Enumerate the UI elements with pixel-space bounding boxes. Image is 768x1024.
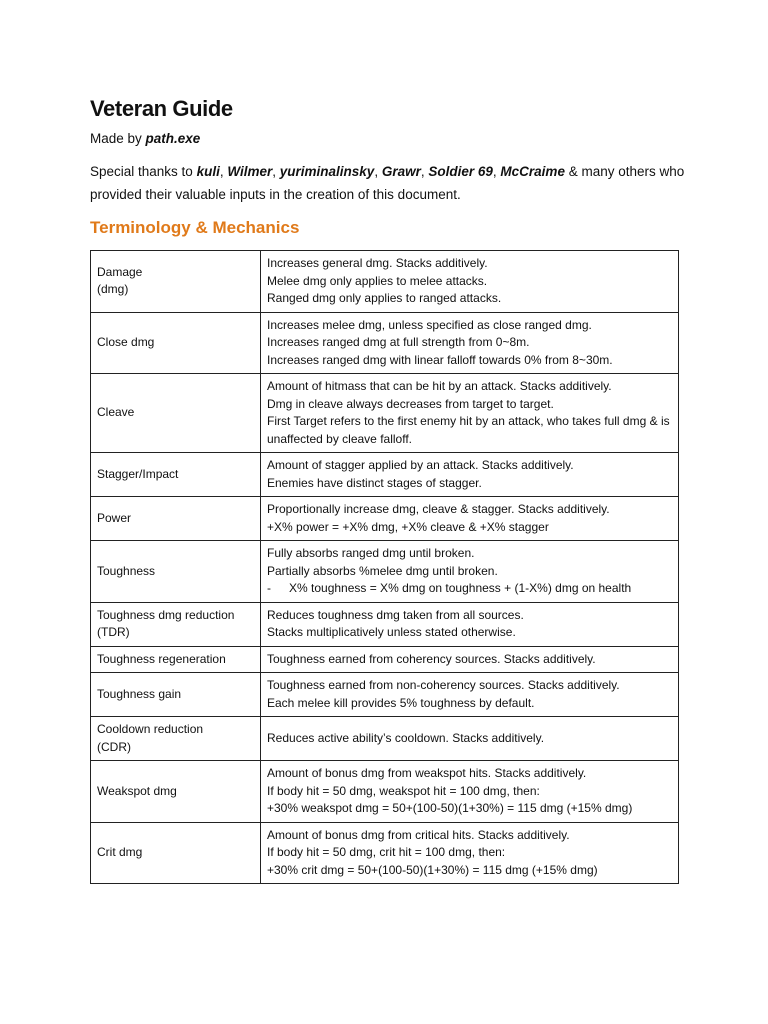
bullet-marker: -	[267, 581, 271, 595]
description-line: Increases ranged dmg at full strength from 0~8m.	[267, 335, 530, 349]
table-row	[91, 673, 679, 717]
table-row	[91, 761, 679, 823]
author-prefix: Made by	[90, 131, 146, 146]
term-cell	[91, 312, 261, 374]
term-cell	[91, 453, 261, 497]
description-cell	[261, 374, 679, 453]
term-line: Power	[97, 510, 132, 525]
description-line: Amount of stagger applied by an attack. Stacks additively.	[267, 458, 574, 472]
thanks-separator: ,	[420, 164, 429, 179]
thanks-suffix: & many others who provided their valuable inputs in the creation of this document.	[90, 164, 685, 202]
thanks-separator: ,	[374, 164, 382, 179]
bullet-item	[267, 580, 672, 598]
description-line: Stacks multiplicatively unless stated otherwise.	[267, 625, 516, 639]
description-cell	[261, 673, 679, 717]
term-line: Weakspot dmg	[97, 783, 177, 798]
description-line: Each melee kill provides 5% toughness by default.	[267, 695, 535, 710]
description-line: Reduces toughness dmg taken from all sources.	[267, 607, 524, 622]
description-cell	[261, 602, 679, 646]
description-line: +30% crit dmg = 50+(100-50)(1+30%) = 115 dmg (+15% dmg)	[267, 862, 598, 877]
description-line: Reduces active ability’s cooldown. Stacks additively.	[267, 730, 545, 745]
description-line: Amount of hitmass that can be hit by an attack. Stacks additively.	[267, 379, 612, 393]
description-line: First Target refers to the first enemy hit by an attack, who takes full dmg & is unaffected by cleave falloff.	[267, 414, 670, 446]
term-line: Cooldown reduction	[97, 722, 204, 736]
description-line: Increases ranged dmg with linear falloff towards 0% from 8~30m.	[267, 352, 613, 367]
description-line: If body hit = 50 dmg, crit hit = 100 dmg, then:	[267, 845, 506, 859]
contributor-name: McCraime	[500, 164, 565, 179]
term-cell	[91, 251, 261, 313]
term-cell	[91, 717, 261, 761]
author-name: path.exe	[145, 131, 201, 146]
table-row	[91, 453, 679, 497]
table-row	[91, 717, 679, 761]
table-row	[91, 541, 679, 603]
contributor-name: Soldier 69	[428, 164, 493, 179]
description-line: Partially absorbs %melee dmg until broken.	[267, 563, 498, 578]
description-line: Amount of bonus dmg from weakspot hits. Stacks additively.	[267, 766, 587, 780]
description-line: Increases general dmg. Stacks additively.	[267, 256, 488, 270]
term-line: Cleave	[97, 405, 135, 420]
description-line: Toughness earned from coherency sources. Stacks additively.	[267, 651, 596, 666]
table-row	[91, 374, 679, 453]
description-line: Increases melee dmg, unless specified as close ranged dmg.	[267, 317, 592, 332]
term-cell	[91, 602, 261, 646]
term-cell	[91, 646, 261, 673]
table-row	[91, 312, 679, 374]
table-row	[91, 497, 679, 541]
contributor-name: kuli	[196, 164, 220, 179]
term-cell	[91, 497, 261, 541]
description-cell	[261, 717, 679, 761]
doc-title: Veteran Guide	[90, 96, 233, 121]
contributor-name: Wilmer	[227, 164, 273, 179]
thanks-separator: ,	[492, 164, 501, 179]
term-line: Crit dmg	[97, 845, 143, 859]
author-line	[90, 130, 200, 148]
description-line: Enemies have distinct stages of stagger.	[267, 475, 482, 490]
description-line: Ranged dmg only applies to ranged attacks.	[267, 291, 502, 305]
terminology-table-body	[91, 251, 679, 884]
contributor-name: Grawr	[381, 164, 421, 179]
description-cell	[261, 541, 679, 603]
term-line: Stagger/Impact	[97, 466, 179, 481]
description-cell	[261, 646, 679, 673]
term-line: Toughness regeneration	[97, 651, 226, 666]
term-cell	[91, 761, 261, 823]
terminology-table	[90, 250, 679, 884]
term-cell	[91, 673, 261, 717]
term-line: (dmg)	[97, 282, 129, 297]
term-line: Damage	[97, 264, 143, 279]
description-cell	[261, 251, 679, 313]
description-line: +X% power = +X% dmg, +X% cleave & +X% stagger	[267, 519, 549, 534]
term-cell	[91, 374, 261, 453]
description-cell	[261, 312, 679, 374]
table-row	[91, 251, 679, 313]
thanks-separator: ,	[219, 164, 228, 179]
table-row	[91, 602, 679, 646]
term-line: Toughness dmg reduction	[97, 607, 235, 622]
thanks-prefix: Special thanks to	[90, 164, 197, 179]
table-row	[91, 646, 679, 673]
term-cell	[91, 822, 261, 884]
description-line: Proportionally increase dmg, cleave & stagger. Stacks additively.	[267, 502, 610, 516]
bullet-text: X% toughness = X% dmg on toughness + (1-X%) dmg on health	[289, 581, 632, 595]
contributor-name: yuriminalinsky	[279, 164, 375, 179]
term-line: Close dmg	[97, 335, 155, 349]
term-line: (CDR)	[97, 739, 131, 754]
section-heading-terminology: Terminology & Mechanics	[90, 218, 300, 237]
term-cell	[91, 541, 261, 603]
description-line: Dmg in cleave always decreases from target to target.	[267, 396, 554, 411]
description-cell	[261, 497, 679, 541]
description-line: +30% weakspot dmg = 50+(100-50)(1+30%) = 115 dmg (+15% dmg)	[267, 801, 633, 815]
description-line: Toughness earned from non-coherency sources. Stacks additively.	[267, 678, 620, 692]
thanks-separator: ,	[272, 164, 280, 179]
description-line: Fully absorbs ranged dmg until broken.	[267, 546, 475, 560]
table-row	[91, 822, 679, 884]
term-line: (TDR)	[97, 625, 130, 639]
description-cell	[261, 453, 679, 497]
acknowledgements	[90, 160, 690, 206]
description-line: Melee dmg only applies to melee attacks.	[267, 273, 488, 288]
description-line: If body hit = 50 dmg, weakspot hit = 100 dmg, then:	[267, 783, 540, 798]
term-line: Toughness	[97, 563, 156, 578]
description-cell	[261, 822, 679, 884]
term-line: Toughness gain	[97, 686, 182, 701]
description-line: Amount of bonus dmg from critical hits. Stacks additively.	[267, 827, 570, 842]
description-cell	[261, 761, 679, 823]
